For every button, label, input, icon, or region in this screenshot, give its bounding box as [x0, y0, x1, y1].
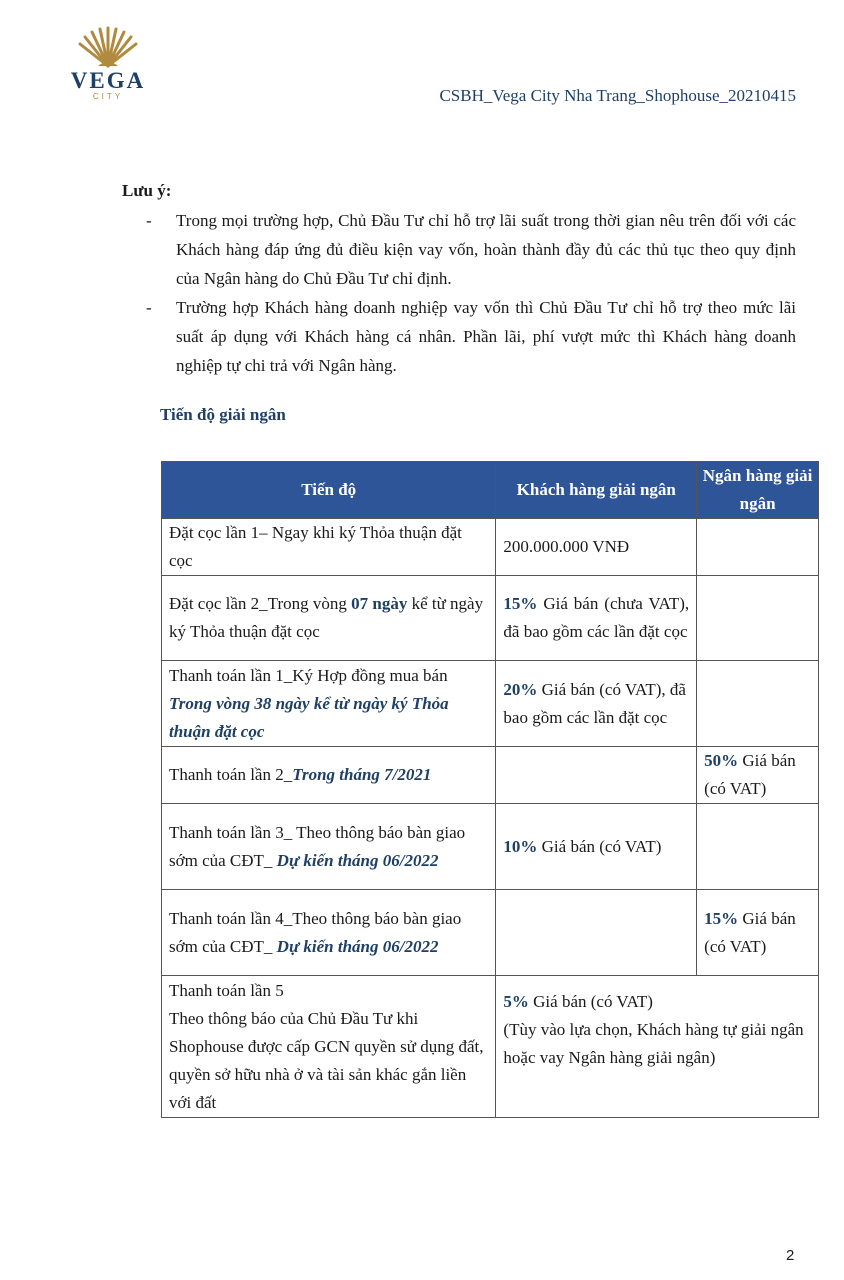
- customer-cell: [496, 747, 697, 804]
- bank-cell: [697, 661, 819, 747]
- section-title: Tiến độ giải ngân: [160, 405, 286, 424]
- table-row: [162, 804, 819, 890]
- merged-percent: 5%: [503, 992, 529, 1011]
- table-row: [162, 661, 819, 747]
- stage-title: Thanh toán lần 5: [169, 980, 284, 1000]
- table-row: [162, 519, 819, 576]
- bank-cell: [697, 747, 819, 804]
- customer-cell: 200.000.000 VNĐ: [496, 519, 697, 576]
- stage-text: Thanh toán lần 1_Ký Hợp đồng mua bán: [169, 665, 448, 685]
- stage-cell: Đặt cọc lần 1– Ngay khi ký Thỏa thuận đặt cọc: [162, 519, 496, 576]
- merged-payment-cell: [496, 976, 819, 1118]
- stage-cell: [162, 976, 496, 1118]
- customer-cell: [496, 890, 697, 976]
- customer-percent: 15%: [503, 594, 538, 613]
- table-header-row: [162, 462, 819, 519]
- stage-cell: [162, 661, 496, 747]
- logo-subtext: CITY: [92, 92, 124, 101]
- merged-note: (Tùy vào lựa chọn, Khách hàng tự giải ngân hoặc vay Ngân hàng giải ngân): [503, 1020, 804, 1067]
- stage-cell: [162, 804, 496, 890]
- disbursement-table: [161, 461, 819, 1118]
- stage-text: Theo thông báo của Chủ Đầu Tư khi Shophouse được cấp GCN quyền sử dụng đất, quyền sở hữu nhà ở và tài sản khác gắn liền với đất: [169, 1008, 484, 1112]
- shell-fan-icon: [62, 22, 154, 70]
- customer-percent: 20%: [503, 679, 538, 699]
- bank-percent: 50%: [704, 751, 739, 770]
- bank-percent: 15%: [704, 908, 739, 928]
- stage-highlight: Trong tháng 7/2021: [292, 765, 432, 784]
- notes-list: [146, 206, 796, 380]
- stage-cell: [162, 576, 496, 661]
- stage-highlight: Trong vòng 38 ngày kể từ ngày ký Thỏa thuận đặt cọc: [169, 693, 449, 741]
- header-customer: Khách hàng giải ngân: [496, 462, 697, 519]
- bank-cell: [697, 519, 819, 576]
- merged-text: Giá bán (có VAT): [528, 992, 653, 1011]
- stage-text: Thanh toán lần 3_ Theo thông báo bàn giao sớm của CĐT_: [169, 822, 466, 870]
- bank-text: Giá bán (có VAT): [704, 751, 796, 798]
- customer-cell: [496, 661, 697, 747]
- table-row: [162, 976, 819, 1118]
- customer-text: Giá bán (có VAT): [537, 836, 662, 856]
- table-row: [162, 747, 819, 804]
- stage-highlight: Dự kiến tháng 06/2022: [276, 936, 439, 956]
- note-item: - Trường hợp Khách hàng doanh nghiệp vay vốn thì Chủ Đầu Tư chỉ hỗ trợ theo mức lãi suất áp dụng với Khách hàng cá nhân. Phần lãi, phí vượt mức thì Khách hàng doanh nghiệp tự chi trả với Ngân hàng.: [146, 293, 796, 380]
- header-bank: Ngân hàng giải ngân: [697, 462, 819, 519]
- stage-highlight: 07 ngày: [351, 594, 408, 613]
- stage-cell: [162, 890, 496, 976]
- stage-text: Thanh toán lần 2_: [169, 765, 293, 784]
- notes-title: Lưu ý:: [122, 181, 172, 200]
- document-code: CSBH_Vega City Nha Trang_Shophouse_20210415: [439, 86, 796, 105]
- vega-city-logo: [62, 22, 154, 104]
- stage-highlight: Dự kiến tháng 06/2022: [276, 850, 439, 870]
- stage-text: Đặt cọc lần 2_Trong vòng: [169, 594, 352, 613]
- bank-cell: [697, 804, 819, 890]
- note-item: - Trong mọi trường hợp, Chủ Đầu Tư chỉ hỗ trợ lãi suất trong thời gian nêu trên đối với các Khách hàng đáp ứng đủ điều kiện vay vốn, hoàn thành đầy đủ các thủ tục theo quy định của Ngân hàng do Chủ Đầu Tư chỉ định.: [146, 206, 796, 293]
- bank-cell: [697, 576, 819, 661]
- bank-cell: [697, 890, 819, 976]
- bank-text: Giá bán (có VAT): [704, 908, 796, 956]
- customer-cell: [496, 804, 697, 890]
- stage-cell: [162, 747, 496, 804]
- logo-wordmark: VEGA: [70, 68, 146, 93]
- customer-percent: 10%: [503, 836, 538, 856]
- header-stage: Tiến độ: [162, 462, 496, 519]
- table-row: [162, 576, 819, 661]
- stage-text: Thanh toán lần 4_Theo thông báo bàn giao sớm của CĐT_: [169, 908, 462, 956]
- customer-cell: [496, 576, 697, 661]
- table-row: [162, 890, 819, 976]
- customer-text: Giá bán (chưa VAT), đã bao gồm các lần đặt cọc: [503, 594, 690, 641]
- stage-text: kể từ ngày ký Thỏa thuận đặt cọc: [169, 594, 484, 641]
- page-number: 2: [786, 1247, 795, 1264]
- customer-text: Giá bán (có VAT), đã bao gồm các lần đặt cọc: [503, 679, 686, 727]
